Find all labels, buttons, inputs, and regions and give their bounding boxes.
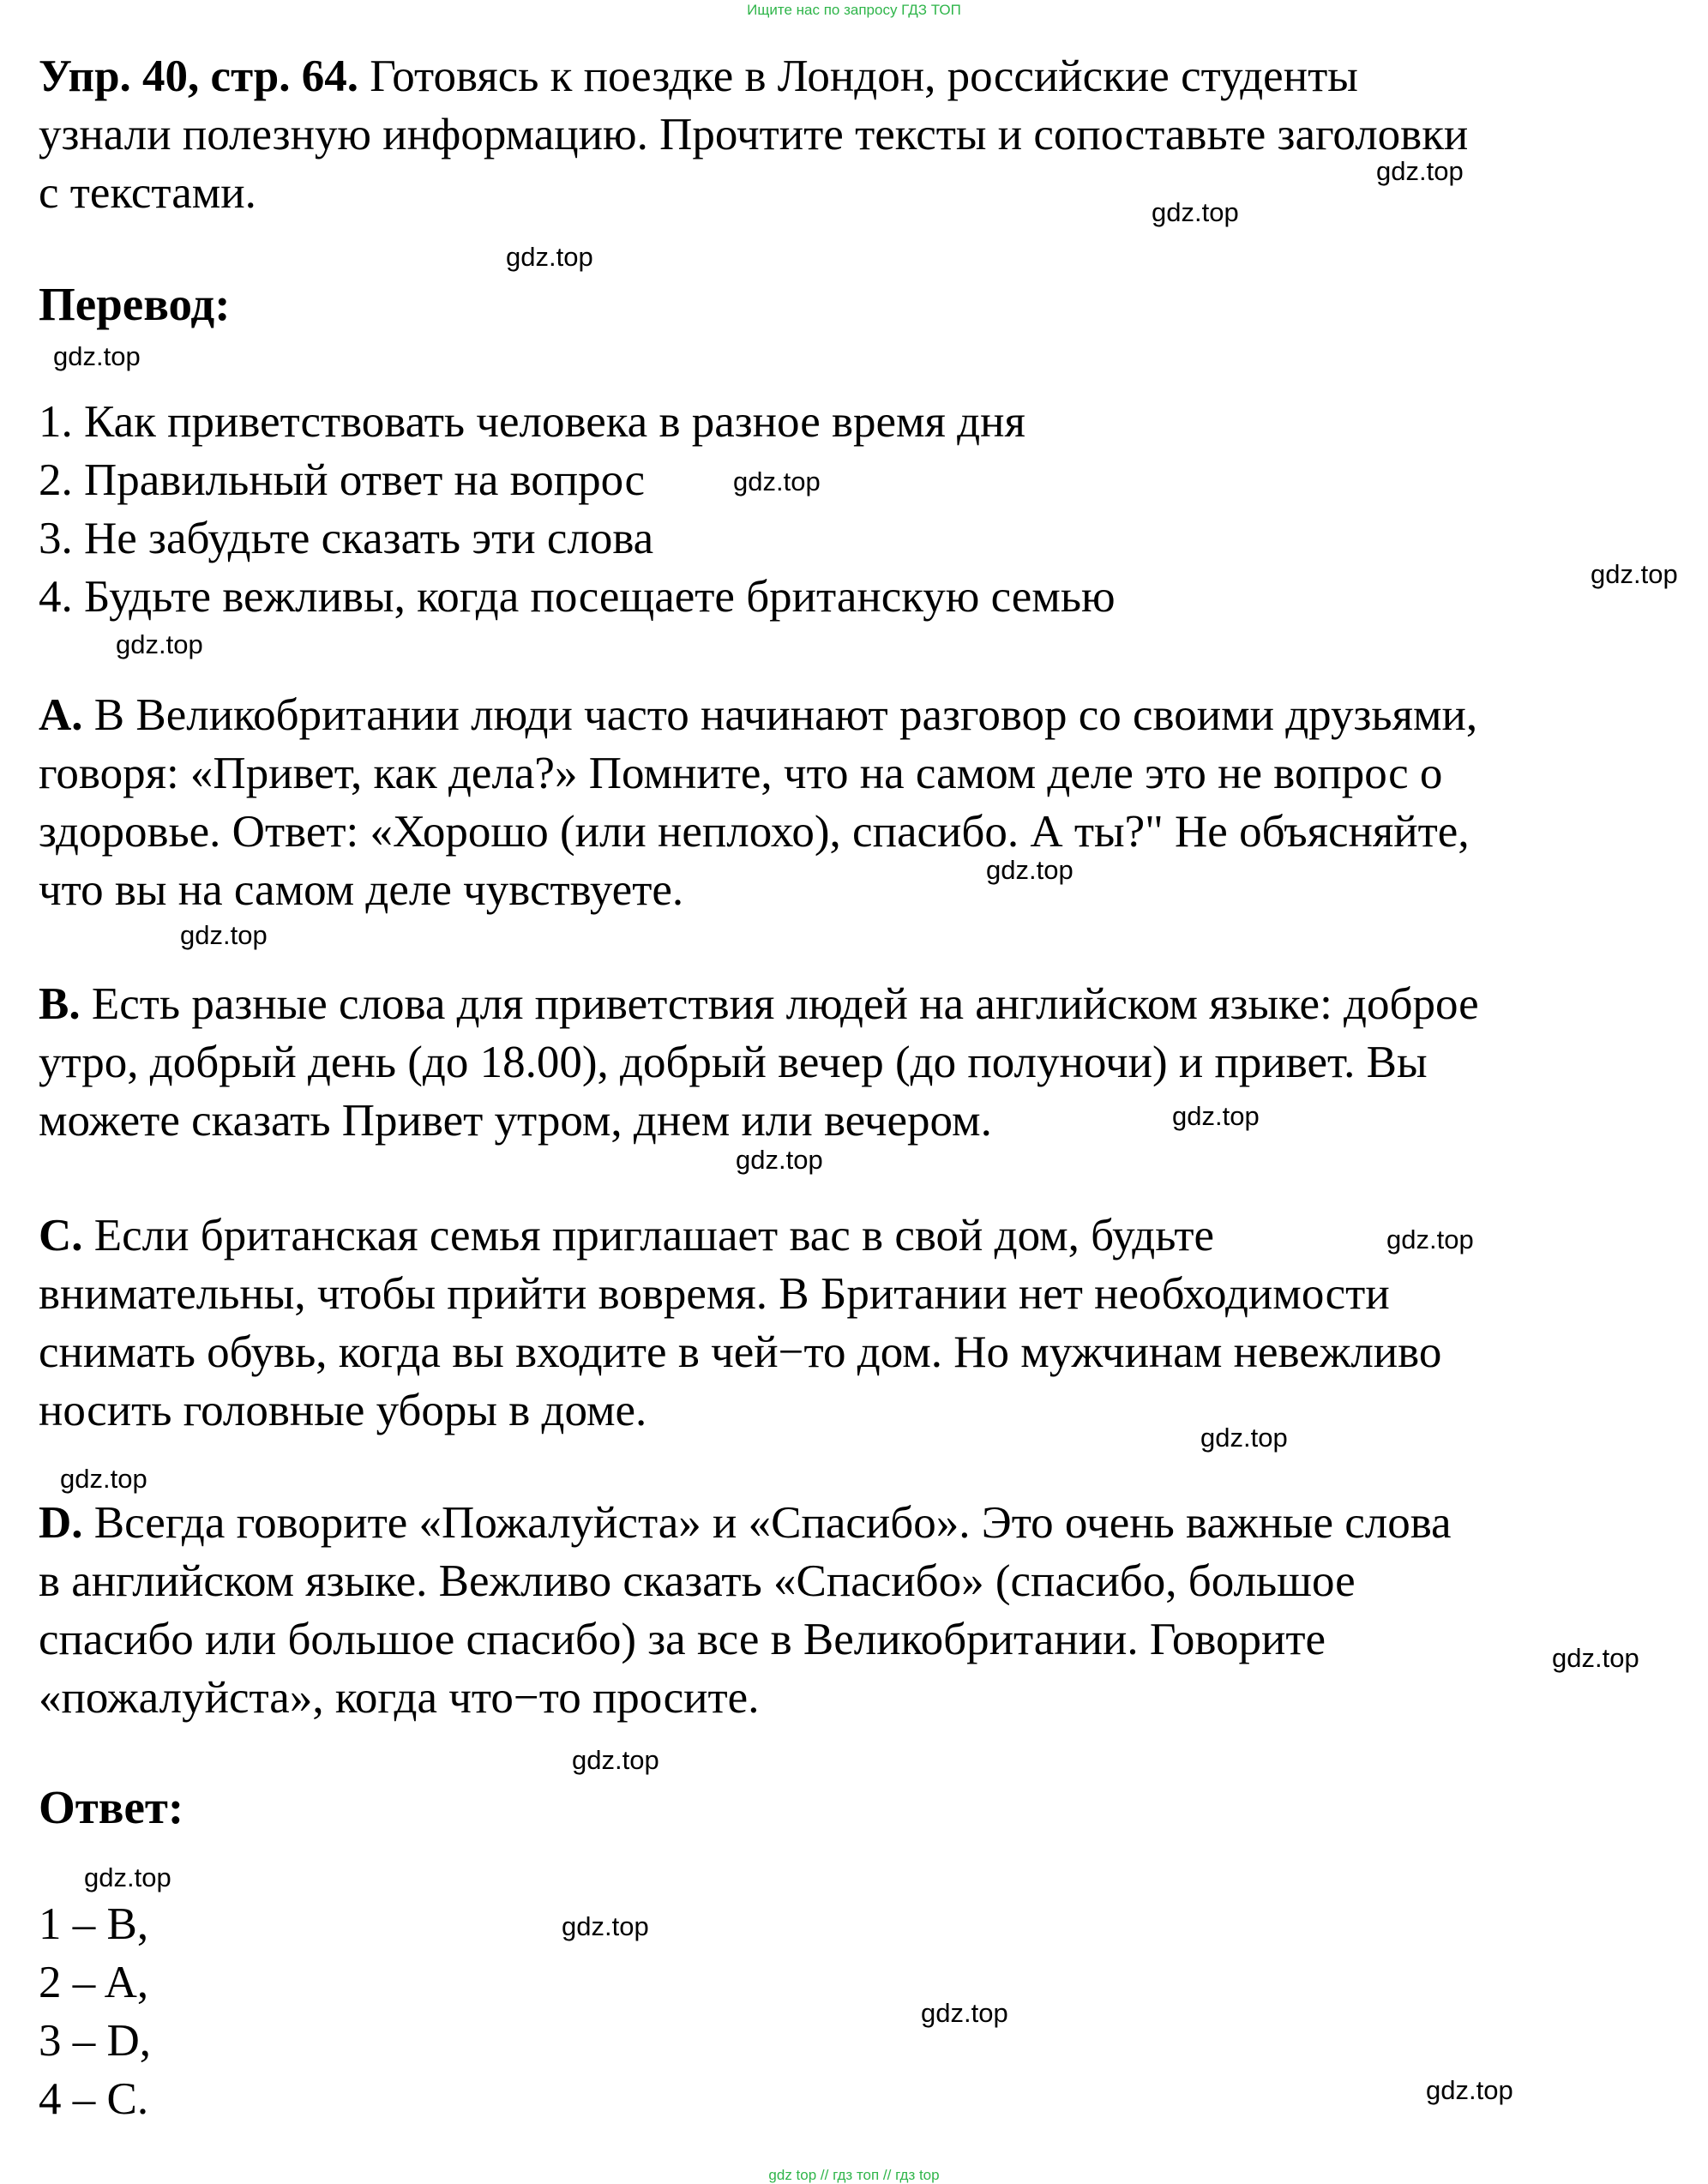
- watermark: gdz.top: [572, 1745, 659, 1775]
- exercise-title: Упр. 40, стр. 64.: [39, 51, 358, 101]
- answers-list: [39, 1895, 151, 2128]
- watermark: gdz.top: [180, 920, 268, 950]
- paragraph-a: [39, 686, 1477, 919]
- paragraph-line: снимать обувь, когда вы входите в чей−то дом. Но мужчинам невежливо: [39, 1327, 1442, 1377]
- answer-item: 4 – C.: [39, 2074, 149, 2124]
- paragraph-label: A.: [39, 690, 83, 740]
- watermark: gdz.top: [1426, 2075, 1513, 2105]
- watermark: gdz.top: [736, 1145, 823, 1175]
- watermark: gdz.top: [1386, 1224, 1474, 1254]
- watermark: gdz.top: [84, 1862, 171, 1892]
- paragraph-label: C.: [39, 1211, 83, 1260]
- watermark: gdz.top: [562, 1911, 649, 1941]
- watermark: gdz.top: [733, 466, 821, 496]
- watermark: gdz.top: [506, 242, 593, 272]
- paragraph-b: [39, 975, 1479, 1150]
- paragraph-line: «пожалуйста», когда что−то просите.: [39, 1673, 760, 1723]
- watermark: gdz.top: [1552, 1643, 1639, 1673]
- header-line: узнали полезную информацию. Прочтите тексты и сопоставьте заголовки: [39, 110, 1469, 159]
- paragraph-line: В Великобритании люди часто начинают разговор со своими друзьями,: [82, 690, 1478, 740]
- watermark: gdz.top: [116, 629, 203, 659]
- watermark: gdz.top: [986, 855, 1074, 885]
- paragraph-line: что вы на самом деле чувствуете.: [39, 865, 684, 915]
- paragraph-label: B.: [39, 979, 81, 1029]
- paragraph-line: Всегда говорите «Пожалуйста» и «Спасибо». Это очень важные слова: [82, 1498, 1452, 1548]
- watermark: gdz.top: [1200, 1423, 1288, 1453]
- heading-item: 4. Будьте вежливы, когда посещаете британскую семью: [39, 572, 1116, 622]
- heading-item: 3. Не забудьте сказать эти слова: [39, 514, 654, 563]
- footer-watermark: gdz top // гдз топ // гдз top: [768, 2167, 940, 2183]
- headings-list: [39, 393, 1116, 626]
- answer-heading: Ответ:: [39, 1781, 184, 1833]
- watermark: gdz.top: [1152, 197, 1239, 227]
- answer-item: 3 – D,: [39, 2016, 152, 2066]
- paragraph-line: в английском языке. Вежливо сказать «Спасибо» (спасибо, большое: [39, 1556, 1356, 1606]
- watermark: gdz.top: [60, 1464, 147, 1494]
- paragraph-line: внимательны, чтобы прийти вовремя. В Британии нет необходимости: [39, 1269, 1390, 1319]
- watermark: gdz.top: [1591, 559, 1678, 589]
- answer-item: 1 – B,: [39, 1899, 149, 1949]
- paragraph-line: здоровье. Ответ: «Хорошо (или неплохо), спасибо. А ты?" Не объясняйте,: [39, 807, 1470, 857]
- watermark: gdz.top: [53, 341, 141, 371]
- paragraph-line: носить головные уборы в доме.: [39, 1386, 647, 1435]
- heading-item: 1. Как приветствовать человека в разное время дня: [39, 397, 1025, 447]
- exercise-header: [39, 47, 1468, 222]
- heading-item: 2. Правильный ответ на вопрос: [39, 455, 646, 505]
- watermark: gdz.top: [921, 1998, 1008, 2028]
- paragraph-line: Если британская семья приглашает вас в свой дом, будьте: [82, 1211, 1215, 1260]
- paragraph-line: спасибо или большое спасибо) за все в Великобритании. Говорите: [39, 1615, 1326, 1664]
- paragraph-line: можете сказать Привет утром, днем или вечером.: [39, 1096, 992, 1146]
- top-banner: Ищите нас по запросу ГДЗ ТОП: [747, 2, 961, 18]
- answer-item: 2 – A,: [39, 1958, 149, 2007]
- paragraph-label: D.: [39, 1498, 83, 1548]
- paragraph-line: Есть разные слова для приветствия людей на английском языке: доброе: [80, 979, 1479, 1029]
- paragraph-line: говоря: «Привет, как дела?» Помните, что на самом деле это не вопрос о: [39, 749, 1443, 798]
- header-line: Готовясь к поездке в Лондон, российские студенты: [358, 51, 1358, 101]
- watermark: gdz.top: [1376, 156, 1464, 186]
- header-line: с текстами.: [39, 168, 256, 218]
- paragraph-line: утро, добрый день (до 18.00), добрый вечер (до полуночи) и привет. Вы: [39, 1038, 1428, 1087]
- watermark: gdz.top: [1172, 1101, 1260, 1131]
- paragraph-c: [39, 1206, 1441, 1440]
- paragraph-d: [39, 1494, 1452, 1727]
- translation-heading: Перевод:: [39, 278, 231, 330]
